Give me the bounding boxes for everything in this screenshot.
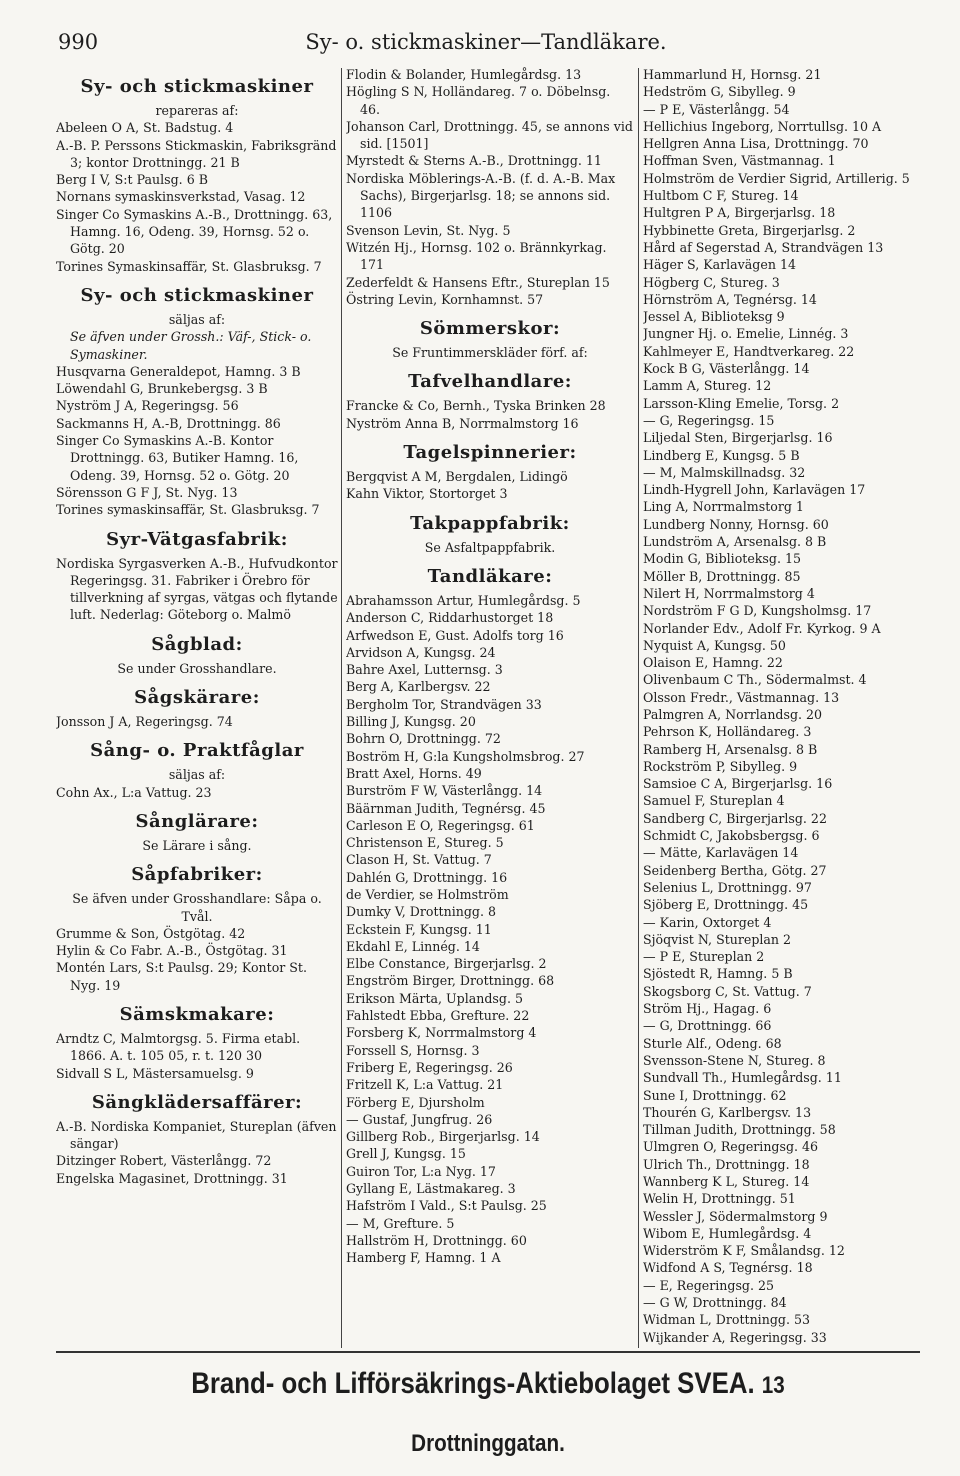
directory-entry: Singer Co Symaskins A.-B., Drottningg. 63, Hamng. 16, Odeng. 39, Hornsg. 52 o. Götg. 20 [56,206,333,257]
directory-entry: Bergqvist A M, Bergdalen, Lidingö [346,469,568,485]
directory-entry: Myrstedt & Sterns A.-B., Drottningg. 11 [346,153,602,169]
directory-entry: — G, Drottningg. 66 [643,1018,772,1034]
section-heading: Tandläkare: [427,565,553,587]
cross-reference: Se under Grosshandlare. [117,660,277,676]
directory-column-3 [643,66,939,1346]
directory-entry: Widfond A S, Tegnérsg. 18 [643,1260,813,1276]
section-heading: Såpfabriker: [131,864,263,886]
directory-entry: Ström Hj., Hagag. 6 [643,1001,772,1017]
section-heading: Sågskärare: [134,687,260,709]
directory-entry: Lundberg Nonny, Hornsg. 60 [643,516,829,532]
directory-entry: Sörensson G F J, St. Nyg. 13 [56,484,238,500]
directory-entry: — G W, Drottningg. 84 [643,1295,787,1311]
directory-entry: Nordström F G D, Kungsholmsg. 17 [643,603,872,619]
directory-entry: Nordiska Möblerings-A.-B. (f. d. A.-B. Max Sachs), Birgerjarlsg. 18; se annons sid. 1106 [346,170,616,221]
directory-entry: — Gustaf, Jungfrug. 26 [346,1111,493,1127]
directory-entry: Hoffman Sven, Västmannag. 1 [643,153,836,169]
directory-entry: Dahlén G, Drottningg. 16 [346,869,508,885]
directory-entry: Lundström A, Arsenalsg. 8 B [643,534,827,550]
cross-reference: säljas af: [168,311,226,327]
directory-entry: Wibom E, Humlegårdsg. 4 [643,1225,812,1241]
section-heading: Sängklädersaffärer: [91,1091,303,1113]
directory-entry: Husqvarna Generaldepot, Hamng. 3 B [56,363,301,379]
directory-entry: Jonsson J A, Regeringsg. 74 [56,714,233,730]
directory-entry: Hellgren Anna Lisa, Drottningg. 70 [643,136,869,152]
directory-entry: Carleson E O, Regeringsg. 61 [346,817,535,833]
directory-entry: Hybbinette Greta, Birgerjarlsg. 2 [643,222,856,238]
directory-entry: A.-B. Nordiska Kompaniet, Stureplan (äfven sängar) [56,1118,337,1152]
directory-entry: Kahlmeyer E, Handtverkareg. 22 [643,343,855,359]
section-heading: Sågblad: [151,633,243,655]
directory-entry: Arfwedson E, Gust. Adolfs torg 16 [346,627,564,643]
directory-entry: Larsson-Kling Emelie, Torsg. 2 [643,395,840,411]
directory-entry: Hård af Segerstad A, Strandvägen 13 [643,239,884,255]
directory-entry: Torines symaskinsaffär, St. Glasbruksg. 7 [56,502,320,518]
section-heading: Sämskmakare: [119,1003,275,1025]
directory-entry: Palmgren A, Norrlandsg. 20 [643,706,823,722]
directory-entry: Sune I, Drottningg. 62 [643,1087,787,1103]
column-divider [341,68,342,1348]
directory-entry: Bahre Axel, Lutternsg. 3 [346,662,503,678]
directory-entry: Samuel F, Stureplan 4 [643,793,785,809]
cross-reference: Se Asfaltpappfabrik. [424,539,556,555]
directory-entry: Ulrich Th., Drottningg. 18 [643,1156,810,1172]
directory-entry: Ling A, Norrmalmstorg 1 [643,499,804,515]
directory-entry: Christenson E, Stureg. 5 [346,835,504,851]
directory-entry: Thourén G, Karlbergsv. 13 [643,1104,812,1120]
cross-reference: Se äfven under Grossh.: Väf-, Stick- o. Symaskiner. [70,329,312,362]
directory-entry: Hallström H, Drottningg. 60 [346,1232,527,1248]
directory-entry: Gillberg Rob., Birgerjarlsg. 14 [346,1129,540,1145]
directory-entry: Wessler J, Södermalmstorg 9 [643,1208,828,1224]
directory-entry: Hedström G, Sibylleg. 9 [643,84,796,100]
directory-entry: Widerström K F, Smålandsg. 12 [643,1243,845,1259]
directory-entry: Olivenbaum C Th., Södermalmst. 4 [643,672,867,688]
directory-entry: Pehrson K, Holländareg. 3 [643,724,812,740]
directory-entry: Zederfeldt & Hansens Eftr., Stureplan 15 [346,274,610,290]
directory-entry: Arndtz C, Malmtorgsg. 5. Firma etabl. 1866. A. t. 105 05, r. t. 120 30 [56,1030,301,1064]
directory-entry: Clason H, St. Vattug. 7 [346,852,492,868]
directory-entry: Sjöberg E, Drottningg. 45 [643,897,809,913]
directory-entry: Burström F W, Västerlångg. 14 [346,783,543,799]
directory-entry: Grumme & Son, Östgötag. 42 [56,925,246,941]
cross-reference: Se Fruntimmerskläder förf. af: [392,345,588,361]
directory-entry: Högling S N, Holländareg. 7 o. Döbelnsg. 46. [346,84,611,117]
advertisement-address: 13 Drottninggatan. [411,1372,785,1457]
directory-entry: Fahlstedt Ebba, Grefture. 22 [346,1008,530,1024]
directory-entry: Hylin & Co Fabr. A.-B., Östgötag. 31 [56,943,288,959]
directory-entry: Wijkander A, Regeringsg. 33 [643,1329,827,1345]
directory-entry: Nornans symaskinsverkstad, Vasag. 12 [56,189,306,205]
directory-entry: Abrahamsson Artur, Humlegårdsg. 5 [346,592,581,608]
section-heading: Takpappfabrik: [410,512,570,534]
directory-entry: Hörnström A, Tegnérsg. 14 [643,291,817,307]
directory-entry: Möller B, Drottningg. 85 [643,568,801,584]
directory-entry: Lindh-Hygrell John, Karlavägen 17 [643,482,866,498]
section-heading: Tagelspinnerier: [403,442,577,464]
section-heading: Sömmerskor: [419,318,561,340]
directory-column-1 [56,66,338,1346]
directory-entry: Selenius L, Drottningg. 97 [643,879,812,895]
directory-entry: Arvidson A, Kungsg. 24 [346,644,496,660]
section-heading: Sy- och stickmaskiner [80,76,314,97]
directory-entry: Grell J, Kungsg. 15 [346,1146,466,1162]
directory-entry: Svenson Levin, St. Nyg. 5 [346,222,511,238]
directory-entry: Nyquist A, Kungsg. 50 [643,637,786,653]
directory-entry: Jungner Hj. o. Emelie, Linnég. 3 [643,326,849,342]
directory-entry: — M, Grefture. 5 [346,1215,455,1231]
directory-entry: Östring Levin, Kornhamnst. 57 [346,291,544,307]
directory-entry: Flodin & Bolander, Humlegårdsg. 13 [346,67,582,82]
directory-entry: Kock B G, Västerlångg. 14 [643,361,810,377]
directory-entry: — P E, Västerlångg. 54 [643,101,790,117]
directory-entry: Holmström de Verdier Sigrid, Artillerig. 5 [643,170,910,186]
directory-entry: Tillman Judith, Drottningg. 58 [643,1122,836,1138]
directory-entry: Högberg C, Stureg. 3 [643,274,780,290]
directory-entry: Eckstein F, Kungsg. 11 [346,921,492,937]
directory-entry: — Mätte, Karlavägen 14 [643,845,799,861]
directory-entry: Bohrn O, Drottningg. 72 [346,731,501,747]
directory-entry: Ekdahl E, Linnég. 14 [346,938,480,954]
advertisement-text: Brand- och Lifförsäkrings-Aktiebolaget SVEA. [191,1367,755,1400]
directory-entry: — P E, Stureplan 2 [643,949,765,965]
directory-entry: Rockström P, Sibylleg. 9 [643,758,798,774]
directory-entry: Dumky V, Drottningg. 8 [346,904,497,920]
directory-entry: Welin H, Drottningg. 51 [643,1191,796,1207]
directory-entry: Bäärnman Judith, Tegnérsg. 45 [346,800,546,816]
directory-entry: Jessel A, Biblioteksg 9 [643,309,785,325]
directory-entry: Hellichius Ingeborg, Norrtullsg. 10 A [643,118,882,134]
directory-entry: Anderson C, Riddarhustorget 18 [346,610,554,626]
footer-rule [56,1351,920,1353]
directory-entry: Sandberg C, Birgerjarlsg. 22 [643,810,827,826]
directory-entry: Berg I V, S:t Paulsg. 6 B [56,172,208,188]
directory-entry: Schmidt C, Jakobsbergsg. 6 [643,828,820,844]
footer-advertisement [116,1356,859,1457]
directory-entry: Nyström J A, Regeringsg. 56 [56,398,239,414]
page-number: 990 [58,30,99,54]
directory-entry: Sidvall S L, Mästersamuelsg. 9 [56,1065,254,1081]
directory-entry: A.-B. P. Perssons Stickmaskin, Fabriksgränd 3; kontor Drottningg. 21 B [56,137,337,170]
directory-entry: Forsberg K, Norrmalmstorg 4 [346,1025,537,1041]
directory-entry: Guiron Tor, L:a Nyg. 17 [346,1163,496,1179]
cross-reference: Se äfven under Grosshandlare: Såpa o. Tvål. [72,891,322,924]
directory-entry: Engelska Magasinet, Drottningg. 31 [56,1170,288,1186]
directory-entry: — E, Regeringsg. 25 [643,1277,775,1293]
directory-column-2 [346,66,634,1346]
directory-entry: — M, Malmskillnadsg. 32 [643,464,806,480]
directory-entry: Nyström Anna B, Norrmalmstorg 16 [346,415,579,431]
directory-entry: Hultbom C F, Stureg. 14 [643,188,799,204]
directory-entry: Hammarlund H, Hornsg. 21 [643,67,822,82]
directory-entry: de Verdier, se Holmström [346,886,509,902]
directory-entry: Häger S, Karlavägen 14 [643,257,796,273]
directory-entry: Witzén Hj., Hornsg. 102 o. Brännkyrkag. 171 [346,239,607,273]
directory-entry: Olsson Fredr., Västmannag. 13 [643,689,840,705]
directory-entry: Engström Birger, Drottningg. 68 [346,973,555,989]
directory-entry: Kahn Viktor, Stortorget 3 [346,486,508,502]
directory-entry: Nordiska Syrgasverken A.-B., Hufvudkontor Regeringsg. 31. Fabriker i Örebro för tillverkning af syrgas, vätgas och flytande luft. Nederlag: Göteborg o. Malmö [56,555,338,623]
directory-entry: Gyllang E, Lästmakareg. 3 [346,1181,516,1197]
directory-entry: Boström H, G:la Kungsholmsbrog. 27 [346,748,585,764]
directory-entry: Bratt Axel, Horns. 49 [346,765,482,781]
cross-reference: repareras af: [155,103,239,118]
directory-entry: Svensson-Stene N, Stureg. 8 [643,1052,826,1068]
directory-entry: Johanson Carl, Drottningg. 45, se annons vid sid. [1501] [346,118,633,152]
directory-entry: Hultgren P A, Birgerjarlsg. 18 [643,205,836,221]
directory-entry: Torines Symaskinsaffär, St. Glasbruksg. 7 [56,258,322,274]
directory-entry: Elbe Constance, Birgerjarlsg. 2 [346,956,547,972]
directory-entry: Cohn Ax., L:a Vattug. 23 [56,784,212,800]
directory-entry: Skogsborg C, St. Vattug. 7 [643,983,812,999]
directory-entry: Wannberg K L, Stureg. 14 [643,1174,810,1189]
directory-entry: Liljedal Sten, Birgerjarlsg. 16 [643,430,833,446]
directory-entry: Berg A, Karlbergsv. 22 [346,679,491,695]
cross-reference: Se Lärare i sång. [142,837,252,853]
section-heading: Tafvelhandlare: [408,371,572,393]
directory-entry: — G, Regeringsg. 15 [643,412,775,428]
directory-entry: Friberg E, Regeringsg. 26 [346,1059,513,1075]
directory-entry: Sjöqvist N, Stureplan 2 [643,931,792,947]
directory-entry: Erikson Märta, Uplandsg. 5 [346,990,523,1006]
directory-entry: Nilert H, Norrmalmstorg 4 [643,585,815,601]
running-title: Sy- o. stickmaskiner—Tandläkare. [305,30,667,54]
directory-entry: Singer Co Symaskins A.-B. Kontor Drottningg. 63, Butiker Hamng. 16, Odeng. 39, Hornsg. 52 o. Götg. 20 [56,433,299,483]
directory-entry: Ulmgren O, Regeringsg. 46 [643,1139,819,1155]
directory-entry: Montén Lars, S:t Paulsg. 29; Kontor St. Nyg. 19 [56,960,307,993]
directory-entry: Fritzell K, L:a Vattug. 21 [346,1077,504,1093]
directory-entry: Hafström I Vald., S:t Paulsg. 25 [346,1198,547,1214]
page-header [52,30,920,64]
directory-entry: Lamm A, Stureg. 12 [643,378,772,394]
directory-entry: Löwendahl G, Brunkebergsg. 3 B [56,381,268,397]
directory-entry: Sjöstedt R, Hamng. 5 B [643,966,793,982]
directory-entry: Sundvall Th., Humlegårdsg. 11 [643,1070,842,1086]
section-heading: Sånglärare: [135,810,259,832]
directory-entry: Olaison E, Hamng. 22 [643,655,783,671]
directory-entry: Hamberg F, Hamng. 1 A [346,1250,501,1266]
directory-entry: Widman L, Drottningg. 53 [643,1312,810,1328]
column-divider [638,68,639,1348]
directory-entry: Modin G, Biblioteksg. 15 [643,551,801,567]
section-heading: Syr-Vätgasfabrik: [106,528,288,550]
directory-entry: Francke & Co, Bernh., Tyska Brinken 28 [346,398,606,414]
cross-reference: säljas af: [168,767,226,783]
section-heading: Sång- o. Praktfåglar [90,740,304,762]
directory-entry: Sackmanns H, A.-B, Drottningg. 86 [56,415,281,431]
directory-entry: Bergholm Tor, Strandvägen 33 [346,696,542,712]
directory-entry: — Karin, Oxtorget 4 [643,914,772,930]
directory-entry: Sturle Alf., Odeng. 68 [643,1035,782,1051]
directory-entry: Ramberg H, Arsenalsg. 8 B [643,741,818,757]
directory-entry: Samsioe C A, Birgerjarlsg. 16 [643,776,833,792]
directory-entry: Seidenberg Bertha, Götg. 27 [643,862,827,878]
directory-entry: Lindberg E, Kungsg. 5 B [643,447,800,463]
directory-entry: Förberg E, Djursholm [346,1094,485,1110]
directory-entry: Billing J, Kungsg. 20 [346,714,476,730]
directory-entry: Abeleen O A, St. Badstug. 4 [56,120,234,136]
directory-entry: Forssell S, Hornsg. 3 [346,1042,480,1058]
section-heading: Sy- och stickmaskiner [80,284,314,306]
directory-entry: Norlander Edv., Adolf Fr. Kyrkog. 9 A [643,620,881,636]
directory-entry: Ditzinger Robert, Västerlångg. 72 [56,1153,272,1169]
